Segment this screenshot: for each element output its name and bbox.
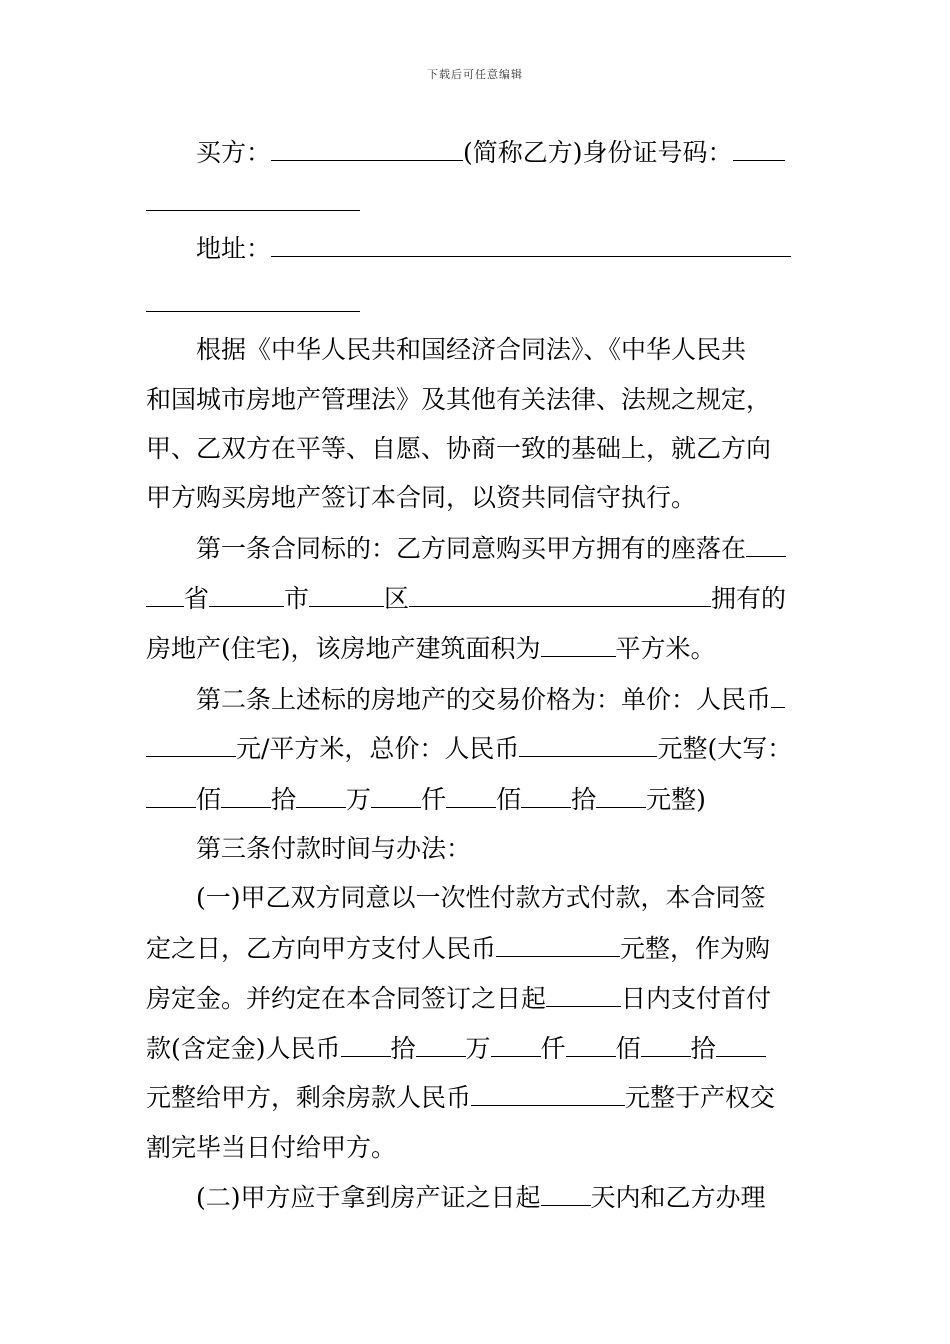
preamble-line-3: 甲、乙双方在平等、自愿、协商一致的基础上，就乙方向 — [146, 434, 772, 463]
unit-label: 元整) — [646, 785, 706, 814]
uppercase-text: 元整(大写： — [657, 734, 793, 763]
art1-line-2 — [146, 582, 810, 616]
art2-line-2 — [146, 732, 810, 766]
blank — [566, 1034, 616, 1057]
page-header: 下载后可任意编辑 — [427, 68, 523, 81]
art3-p1-line-6: 割完毕当日付给甲方。 — [146, 1133, 397, 1162]
unit-label: 万 — [346, 785, 372, 814]
preamble-line-1: 根据《中华人民共和国经济合同法》、《中华人民共 — [196, 335, 747, 364]
days-text: 房定金。并约定在本合同签订之日起 — [146, 984, 547, 1013]
id-number-blank — [733, 138, 785, 161]
blank — [521, 785, 571, 808]
unit-label: 拾 — [271, 785, 297, 814]
unit-label: 佰 — [615, 1034, 641, 1063]
area-blank — [541, 634, 616, 657]
id-number-blank-cont — [146, 210, 360, 211]
unit-label: 拾 — [690, 1034, 716, 1063]
deposit-blank — [496, 934, 620, 957]
blank — [716, 1034, 766, 1057]
city-blank — [209, 584, 284, 607]
balance-text: 元整给甲方，剩余房款人民币 — [146, 1083, 472, 1112]
art2-line-1 — [196, 683, 810, 717]
art3-p1-line-1: (一)甲乙双方同意以一次性付款方式付款，本合同签 — [196, 883, 766, 912]
cert-days-blank — [541, 1183, 591, 1206]
unit-label: 拾 — [571, 785, 597, 814]
unit-label: 佰 — [496, 785, 522, 814]
location-blank — [746, 534, 786, 557]
cert-text-2: 天内和乙方办理 — [590, 1183, 766, 1212]
buyer-name-blank — [271, 138, 463, 161]
buyer-abbr: (简称乙方)身份证号码： — [463, 138, 733, 167]
days-blank — [546, 984, 621, 1007]
buyer-label: 买方： — [196, 138, 272, 167]
area-unit: 平方米。 — [615, 634, 716, 663]
art3-title: 第三条付款时间与办法： — [196, 834, 472, 863]
art3-p2-line-1 — [196, 1181, 810, 1215]
deposit-text-2: 元整，作为购 — [620, 934, 771, 963]
blank — [491, 1034, 541, 1057]
unit-price-blank — [771, 685, 785, 708]
balance-text-2: 元整于产权交 — [625, 1083, 776, 1112]
unit-label: 佰 — [196, 785, 222, 814]
days-text-2: 日内支付首付 — [621, 984, 772, 1013]
province-label: 省 — [184, 584, 210, 613]
down-payment-text: 款(含定金)人民币 — [146, 1034, 341, 1063]
district-label: 区 — [384, 584, 410, 613]
address-label: 地址： — [196, 234, 272, 263]
blank — [221, 785, 271, 808]
blank — [641, 1034, 691, 1057]
art1-line-1 — [196, 532, 810, 566]
district-blank — [309, 584, 384, 607]
blank — [296, 785, 346, 808]
art2-text-1: 第二条上述标的房地产的交易价格为：单价：人民币 — [196, 685, 772, 714]
total-price-text: 元/平方米，总价：人民币 — [236, 734, 520, 763]
address-blank-cont — [146, 311, 360, 312]
blank — [371, 785, 421, 808]
area-text: 房地产(住宅)，该房地产建筑面积为 — [146, 634, 541, 663]
city-label: 市 — [284, 584, 310, 613]
unit-label: 拾 — [390, 1034, 416, 1063]
art3-p1-line-5 — [146, 1081, 810, 1115]
art3-p1-line-3 — [146, 982, 810, 1016]
address-blank — [271, 234, 791, 257]
total-price-blank — [519, 734, 657, 757]
blank — [416, 1034, 466, 1057]
art3-p1-line-2 — [146, 932, 810, 966]
unit-label: 万 — [465, 1034, 491, 1063]
art1-line-3 — [146, 632, 810, 666]
blank — [146, 584, 184, 607]
balance-blank — [471, 1083, 625, 1106]
preamble-line-2: 和国城市房地产管理法》及其他有关法律、法规之规定， — [146, 385, 772, 414]
unit-label: 仟 — [540, 1034, 566, 1063]
unit-label: 仟 — [421, 785, 447, 814]
owned-text: 拥有的 — [711, 584, 787, 613]
unit-price-blank-cont — [146, 734, 236, 757]
art3-p1-line-4 — [146, 1032, 810, 1066]
art1-text-1: 第一条合同标的：乙方同意购买甲方拥有的座落在 — [196, 534, 747, 563]
art2-line-3 — [146, 783, 810, 817]
deposit-text: 定之日，乙方向甲方支付人民币 — [146, 934, 497, 963]
blank — [446, 785, 496, 808]
street-blank — [409, 584, 711, 607]
blank — [341, 1034, 391, 1057]
cert-text: (二)甲方应于拿到房产证之日起 — [196, 1183, 541, 1212]
blank — [596, 785, 646, 808]
buyer-line — [196, 136, 810, 170]
address-line — [196, 232, 810, 266]
blank — [146, 785, 196, 808]
preamble-line-4: 甲方购买房地产签订本合同，以资共同信守执行。 — [146, 483, 697, 512]
